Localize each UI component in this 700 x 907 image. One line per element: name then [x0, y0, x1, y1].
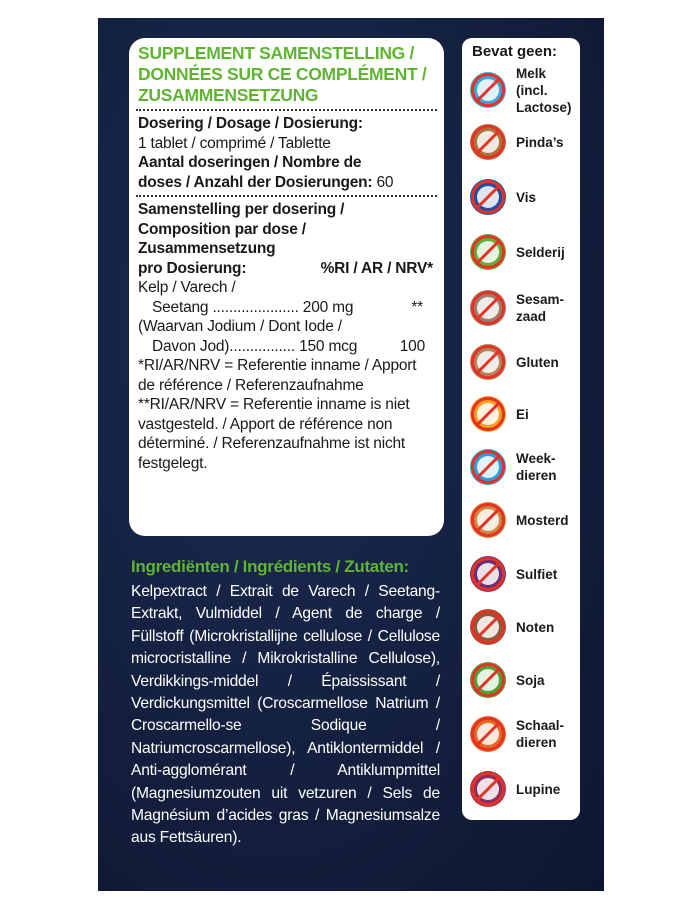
- milk-icon: [468, 70, 508, 110]
- crab-icon: [468, 714, 508, 754]
- allergen-item: [468, 284, 578, 334]
- footnote: de référence / Referenzaufnahme: [138, 376, 364, 394]
- allergen-label: Sesam- zaad: [516, 292, 565, 324]
- allergen-title: Bevat geen:: [472, 43, 558, 60]
- allergen-item: [468, 603, 578, 653]
- allergen-label: Noten: [516, 619, 555, 635]
- fish-icon: [468, 177, 508, 217]
- allergen-item: [468, 656, 578, 706]
- allergen-item: [468, 550, 578, 600]
- allergen-item: [468, 118, 578, 168]
- footnote: vastgesteld. / Apport de référence non: [138, 415, 393, 433]
- divider: [136, 109, 437, 111]
- dosage-label: Dosering / Dosage / Dosierung:: [138, 115, 363, 132]
- allergen-label: Mosterd: [516, 512, 569, 528]
- nuts-icon: [468, 607, 508, 647]
- composition-card: SUPPLEMENT SAMENSTELLING / DONNÉES SUR CE COMPLÉMENT / ZUSAMMENSETZUNG Dosering / Dosage / Dosierung: 1 tablet / comprimé / Tablette Aantal doseringen / Nombre de doses / Anzahl der Dosierungen: 60 Samenstelling per dosering / Composition par dose / Zusammensetzung pro Dosierung: %RI / AR / NRV* Kelp / Varech / Seetang ..................... 200 mg ** (Waarvan Jodium / Dont Iode / Davon Jod)................ 150 mcg 100 *RI/AR/NRV = Referentie inname / Apport de référence / Referenzaufnahme **RI/AR/NRV = Referentie inname is niet vastgesteld. / Apport de référence non déterminé. / Referenzaufnahme ist nicht festgelegt.: [129, 38, 444, 536]
- soy-icon: [468, 660, 508, 700]
- allergen-item: [468, 710, 578, 760]
- divider: [136, 195, 437, 197]
- allergen-item: [468, 496, 578, 546]
- allergen-label: Lupine: [516, 781, 561, 797]
- footnote: **RI/AR/NRV = Referentie inname is niet: [138, 396, 410, 413]
- kelp-amount-row: Seetang ..................... 200 mg **: [152, 298, 423, 316]
- ingredients-text: Kelpextract / Extrait de Varech / Seetang-Extrakt, Vulmiddel / Agent de charge / Füllstoff (Microkristallijne cellulose / Cellulose microcristalline / Mikrokristalline Cellulose), Verdikkings-middel / Épaississant / Verdickungsmittel (Croscarmellose Natrium / Croscarmello-se Sodique / Natriumcroscarmellose), Antiklontermiddel / Anti-agglomérant / Antiklumpmittel (Magnesiumzouten uit vetzuren / Sels de Magnésium d’acides gras / Magnesiumsalze aus Fettsäuren).: [131, 583, 440, 847]
- dose-count-row: doses / Anzahl der Dosierungen: 60: [138, 173, 394, 191]
- allergen-label: Selderij: [516, 244, 565, 260]
- footnote: déterminé. / Referenzaufnahme ist nicht: [138, 435, 406, 452]
- celery-icon: [468, 232, 508, 272]
- egg-icon: [468, 394, 508, 434]
- mustard-icon: [468, 500, 508, 540]
- allergen-label: Melk (incl. Lactose): [516, 65, 572, 115]
- allergen-label: Week- dieren: [516, 451, 557, 483]
- allergen-item: [468, 390, 578, 440]
- allergen-item: [468, 173, 578, 223]
- allergen-label: Pinda’s: [516, 134, 564, 150]
- dose-count-label: Aantal doseringen / Nombre de: [138, 154, 362, 171]
- allergen-item: [468, 443, 578, 493]
- shellfish-icon: [468, 447, 508, 487]
- dosage-value: 1 tablet / comprimé / Tablette: [138, 134, 331, 152]
- ingredients-title: Ingrediënten / Ingrédients / Zutaten:: [131, 557, 409, 576]
- allergen-label: Sulfiet: [516, 566, 558, 582]
- allergen-item: [468, 338, 578, 388]
- lupine-icon: [468, 769, 508, 809]
- allergen-panel: [462, 38, 580, 820]
- allergen-label: Vis: [516, 189, 537, 205]
- allergen-item: [468, 228, 578, 278]
- allergen-label: Soja: [516, 672, 545, 688]
- iodine-amount-row: Davon Jod)................ 150 mcg 100: [152, 337, 425, 355]
- allergen-label: Schaal- dieren: [516, 718, 565, 750]
- ri-header: %RI / AR / NRV*: [320, 259, 433, 277]
- peanut-icon: [468, 122, 508, 162]
- footnote: festgelegt.: [138, 454, 208, 472]
- composition-title: SUPPLEMENT SAMENSTELLING / DONNÉES SUR CE COMPLÉMENT / ZUSAMMENSETZUNG: [138, 43, 427, 105]
- allergen-item: [468, 765, 578, 815]
- iodine-line: (Waarvan Jodium / Dont Iode /: [138, 318, 342, 335]
- allergen-label: Ei: [516, 406, 529, 422]
- allergen-item: [468, 66, 578, 116]
- dose-count-value: 60: [376, 173, 394, 191]
- allergen-label: Gluten: [516, 354, 559, 370]
- kelp-line: Kelp / Varech /: [138, 279, 236, 296]
- sulphite-icon: [468, 554, 508, 594]
- sesame-icon: [468, 288, 508, 328]
- ri-header-row: pro Dosierung: %RI / AR / NRV*: [138, 259, 433, 277]
- footnote: *RI/AR/NRV = Referentie inname / Apport: [138, 357, 417, 374]
- wheat-icon: [468, 342, 508, 382]
